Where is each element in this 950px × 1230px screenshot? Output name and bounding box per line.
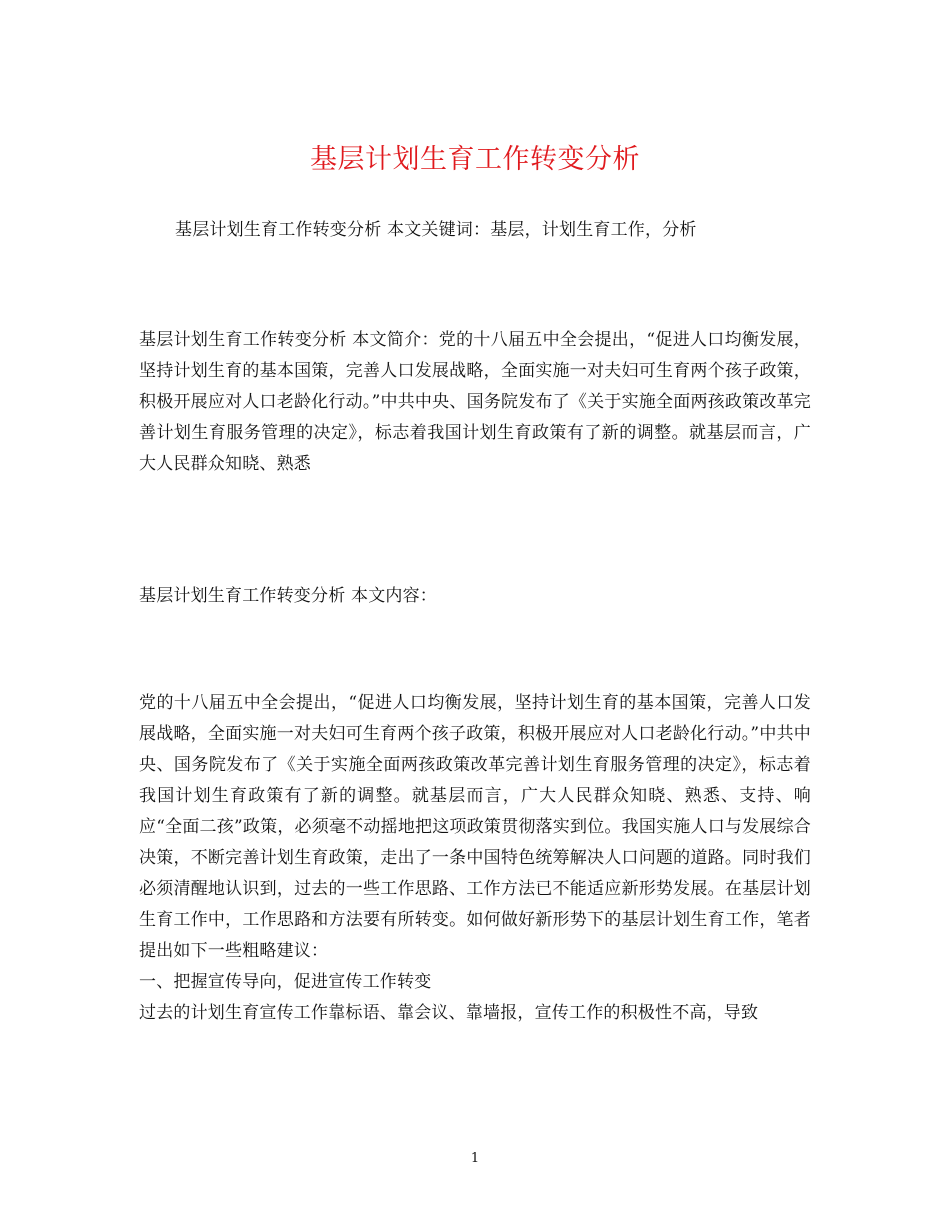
page-number: 1	[470, 1151, 480, 1166]
document-title: 基层计划生育工作转变分析	[310, 144, 640, 175]
summary-paragraph: 基层计划生育工作转变分析 本文简介：党的十八届五中全会提出，“促进人口均衡发展，坚持计划生育的基本国策，完善人口发展战略，全面实施一对夫妇可生育两个孩子政策，积极开展应对人口老龄化行动。”中共中央、国务院发布了《关于实施全面两孩政策改革完善计划生育服务管理的决定》，标志着我国计划生育政策有了新的调整。就基层而言，广大人民群众知晓、熟悉	[139, 330, 811, 474]
keywords-line: 基层计划生育工作转变分析 本文关键词：基层，计划生育工作，分析	[175, 220, 697, 240]
content-label: 基层计划生育工作转变分析 本文内容：	[139, 586, 438, 606]
body-paragraph: 党的十八届五中全会提出，“促进人口均衡发展，坚持计划生育的基本国策，完善人口发展战略，全面实施一对夫妇可生育两个孩子政策，积极开展应对人口老龄化行动。”中共中央、国务院发布了《关于实施全面两孩政策改革完善计划生育服务管理的决定》，标志着我国计划生育政策有了新的调整。就基层而言，广大人民群众知晓、熟悉、支持、响应“全面二孩”政策，必须毫不动摇地把这项政策贯彻落实到位。我国实施人口与发展综合决策，不断完善计划生育政策，走出了一条中国特色统筹解决人口问题的道路。同时我们必须清醒地认识到，过去的一些工作思路、工作方法已不能适应新形势发展。在基层计划生育工作中，工作思路和方法要有所转变。如何做好新形势下的基层计划生育工作，笔者提出如下一些粗略建议： 一、把握宣传导向，促进宣传工作转变 过去的计划生育宣传工作靠标语、靠会议、靠墙报，宣传工作的积极性不高，导致	[139, 693, 811, 1023]
